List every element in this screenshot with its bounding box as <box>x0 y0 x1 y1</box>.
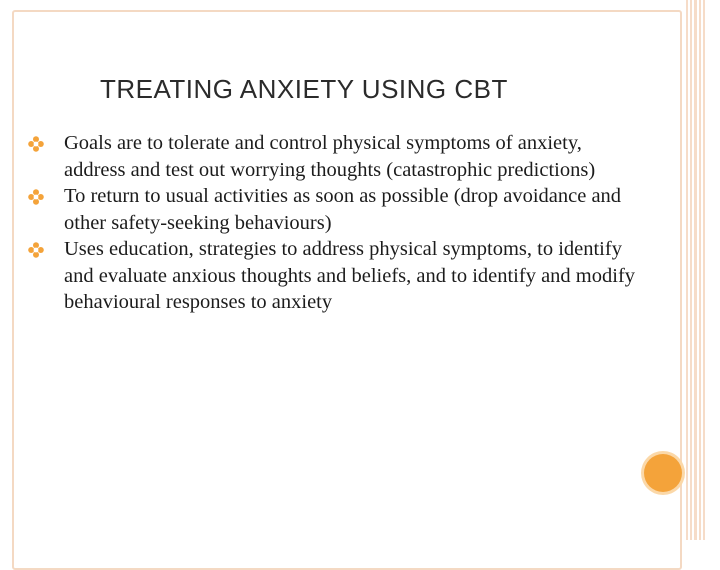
bullet-text: To return to usual activities as soon as possible (drop avoidance and other safety-seeking behaviours) <box>64 185 622 234</box>
slide-title: TREATING ANXIETY USING CBT <box>100 74 508 104</box>
stripe <box>699 0 701 540</box>
right-decorative-stripes <box>686 0 708 540</box>
bullet-list <box>22 130 642 316</box>
stripe <box>686 0 688 540</box>
stripe <box>690 0 692 540</box>
bullet-item <box>22 130 642 183</box>
bullet-item <box>22 183 642 236</box>
stripe <box>703 0 705 540</box>
bullet-text: Goals are to tolerate and control physical symptoms of anxiety, address and test out worrying thoughts (catastrophic predictions) <box>64 132 596 181</box>
stripe <box>694 0 697 540</box>
ornamental-flower-icon <box>28 136 44 152</box>
orange-circle-icon <box>640 450 686 496</box>
bullet-text: Uses education, strategies to address physical symptoms, to identify and evaluate anxious thoughts and beliefs, and to identify and modify behavioural responses to anxiety <box>64 238 636 313</box>
bullet-item <box>22 236 642 316</box>
ornamental-flower-icon <box>28 189 44 205</box>
ornamental-flower-icon <box>28 242 44 258</box>
